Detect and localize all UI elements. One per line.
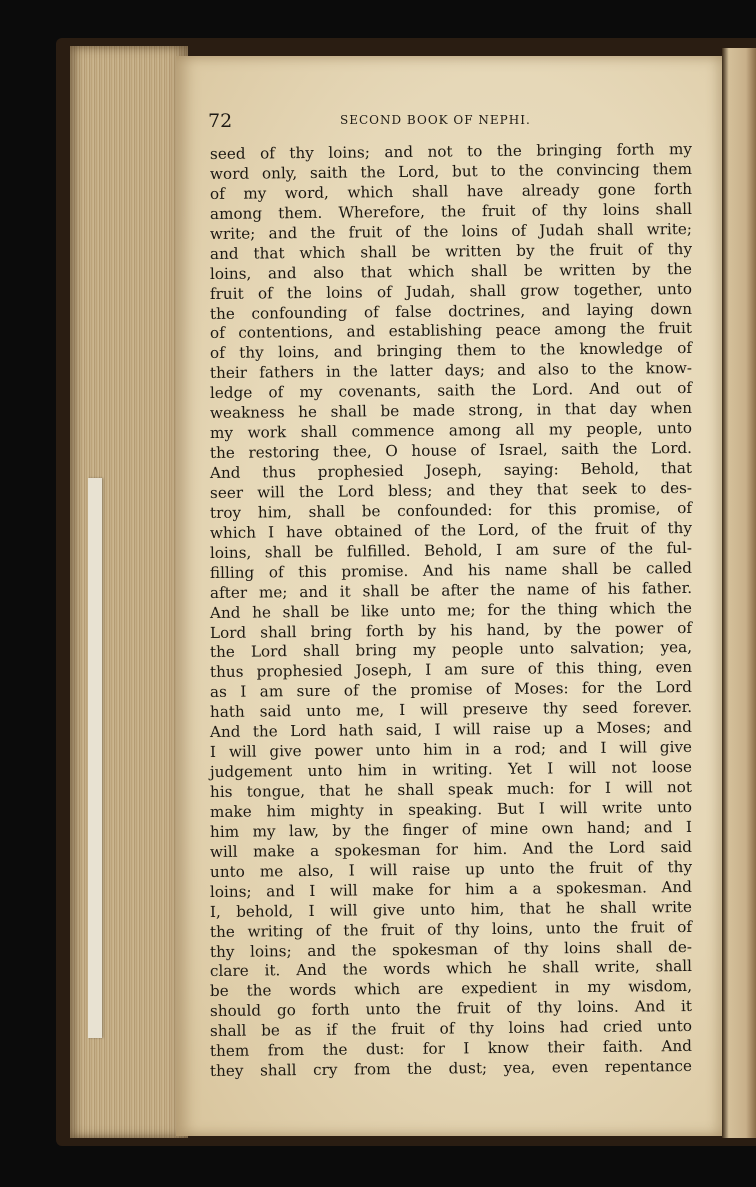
bookmark-strip <box>88 478 102 1038</box>
facing-page-edge <box>722 48 756 1138</box>
text-line: of thy loins, and bringing them to the knowledge of <box>209 339 693 363</box>
text-line: hath said unto me, I will preseıve thy seed forever. <box>209 698 693 722</box>
text-line: ledge of my covenants, saith the Lord. And out of <box>209 379 693 403</box>
text-line: write; and the fruit of the loins of Judah shall write; <box>209 219 693 243</box>
text-line: And thus prophesied Joseph, saying: Behold, that <box>209 458 693 482</box>
text-line: be the words which are expedient in my wisdom, <box>209 977 693 1001</box>
page-number: 72 <box>208 110 233 132</box>
text-line: fruit of the loins of Judah, shall grow together, unto <box>209 279 693 303</box>
text-line: of my word, which shall have already gone forth <box>209 179 693 203</box>
page-title: SECOND BOOK OF NEPHI. <box>340 113 531 127</box>
text-line: troy him, shall be confounded: for this promise, of <box>209 498 693 522</box>
text-line: will make a spokesman for him. And the Lord said <box>209 837 693 861</box>
text-line: of contentions, and establishing peace among the fruit <box>209 319 693 343</box>
text-line: should go forth unto the fruit of thy loins. And it <box>209 997 693 1021</box>
text-line: they shall cry from the dust; yea, even repentance <box>209 1057 693 1081</box>
text-line: their fathers in the latter days; and also to the know- <box>209 359 693 383</box>
text-line: make him mighty in speaking. But I will write unto <box>209 797 693 821</box>
text-line: Lord shall bring forth by his hand, by the power of <box>209 618 693 642</box>
text-line: loins; and I will make for him a a spokesman. And <box>209 877 693 901</box>
text-line: the writing of the fruit of thy loins, unto the fruit of <box>209 917 693 941</box>
text-line: loins, shall be fulfilled. Behold, I am sure of the ful- <box>209 538 693 562</box>
text-line: which I have obtained of the Lord, of the fruit of thy <box>209 518 693 542</box>
text-line: filling of this promise. And his name shall be called <box>209 558 693 582</box>
text-line: seer will the Lord bless; and they that seek to des- <box>209 478 693 502</box>
text-line: I will give power unto him in a rod; and I will give <box>209 738 693 762</box>
text-line: among them. Wherefore, the fruit of thy loins shall <box>209 199 693 223</box>
text-line: And he shall be like unto me; for the thing which the <box>209 598 693 622</box>
running-head <box>208 110 688 136</box>
text-line: thus prophesied Joseph, I am sure of this thing, even <box>209 658 693 682</box>
text-line: I, behold, I will give unto him, that he shall write <box>209 897 693 921</box>
text-line: them from the dust: for I know their faith. And <box>209 1037 693 1061</box>
text-line: clare it. And the words which he shall write, shall <box>209 957 693 981</box>
body-text <box>209 139 693 1081</box>
text-line: word only, saith the Lord, but to the convincing them <box>209 159 693 183</box>
text-line: judgement unto him in writing. Yet I will not loose <box>209 758 693 782</box>
text-line: my work shall commence among all my people, unto <box>209 419 693 443</box>
text-line: And the Lord hath said, I will raise up a Moses; and <box>209 718 693 742</box>
text-line: loins, and also that which shall be written by the <box>209 259 693 283</box>
text-line: seed of thy loins; and not to the bringing forth my <box>209 139 693 163</box>
text-line: the confounding of false doctrines, and laying down <box>209 299 693 323</box>
text-line: unto me also, I will raise up unto the fruit of thy <box>209 857 693 881</box>
text-line: after me; and it shall be after the name of his father. <box>209 578 693 602</box>
text-line: as I am sure of the promise of Moses: for the Lord <box>209 678 693 702</box>
text-line: the restoring thee, O house of Israel, saith the Lord. <box>209 439 693 463</box>
text-line: him my law, by the finger of mine own hand; and I <box>209 817 693 841</box>
text-line: his tongue, that he shall speak much: for I will not <box>209 777 693 801</box>
text-line: weakness he shall be made strong, in that day when <box>209 399 693 423</box>
text-line: thy loins; and the spokesman of thy loins shall de- <box>209 937 693 961</box>
text-line: shall be as if the fruit of thy loins had cried unto <box>209 1017 693 1041</box>
text-line: and that which shall be written by the fruit of thy <box>209 239 693 263</box>
text-line: the Lord shall bring my people unto salvation; yea, <box>209 638 693 662</box>
